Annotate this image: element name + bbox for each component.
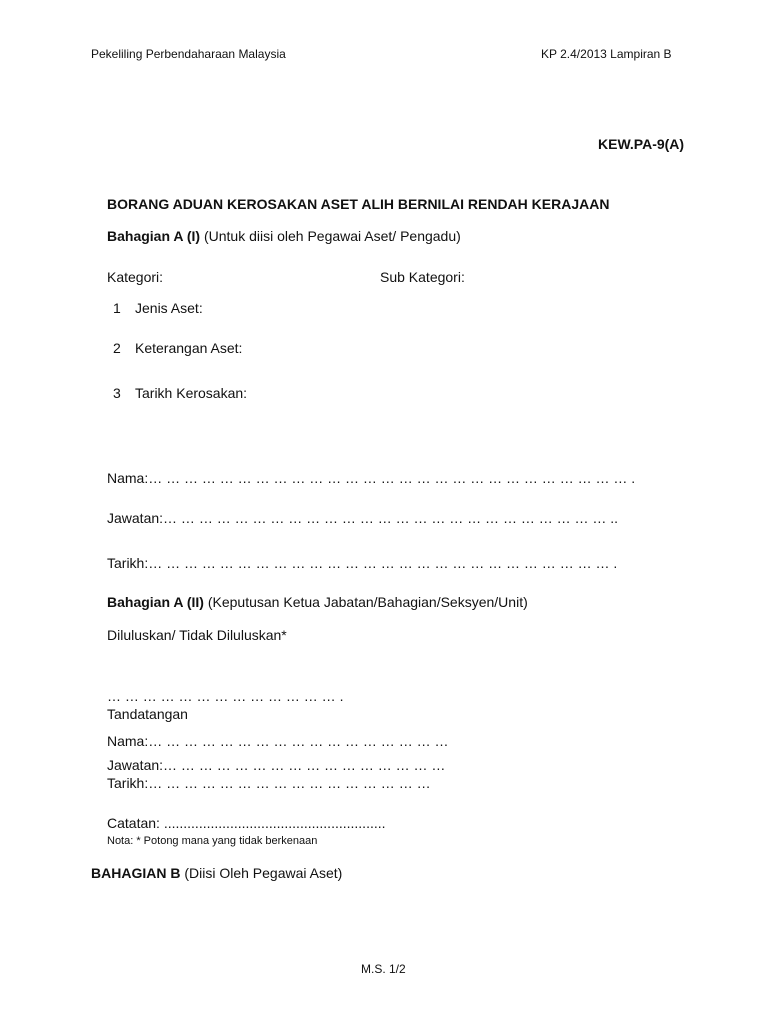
item-number: 3 <box>113 385 121 401</box>
section-a2-desc: (Keputusan Ketua Jabatan/Bahagian/Seksyen/Unit) <box>203 594 528 610</box>
a1-nama-field: Nama:… … … … … … … … … … … … … … … … … … … … … … … … … … … . <box>107 470 636 486</box>
a1-tarikh-field: Tarikh:… … … … … … … … … … … … … … … … … … … … … … … … … … . <box>107 555 618 571</box>
a1-jawatan-field: Jawatan:… … … … … … … … … … … … … … … … … … … … … … … … … .. <box>107 510 619 526</box>
section-b-heading <box>91 865 342 881</box>
section-a1-desc: (Untuk diisi oleh Pegawai Aset/ Pengadu) <box>200 228 461 244</box>
sub-kategori-label: Sub Kategori: <box>380 269 465 285</box>
item-number: 2 <box>113 340 121 356</box>
form-code: KEW.PA-9(A) <box>598 136 685 152</box>
nota-text: Nota: * Potong mana yang tidak berkenaan <box>107 835 318 847</box>
signature-line: … … … … … … … … … … … … … . <box>107 688 344 704</box>
item-number: 1 <box>113 300 121 316</box>
tarikh-kerosakan-label: Tarikh Kerosakan: <box>135 385 248 401</box>
a2-jawatan-field: Jawatan:… … … … … … … … … … … … … … … … <box>107 757 446 773</box>
section-a1-label: Bahagian A (I) <box>107 228 201 244</box>
keterangan-aset-label: Keterangan Aset: <box>135 340 243 356</box>
jenis-aset-label: Jenis Aset: <box>135 300 203 316</box>
section-a2-heading <box>107 594 528 610</box>
form-title: BORANG ADUAN KEROSAKAN ASET ALIH BERNILAI RENDAH KERAJAAN <box>107 196 610 212</box>
section-b-label: BAHAGIAN B <box>91 865 181 881</box>
section-a2-label: Bahagian A (II) <box>107 594 204 610</box>
signature-label: Tandatangan <box>107 706 188 722</box>
header-left: Pekeliling Perbendaharaan Malaysia <box>91 47 286 61</box>
a2-nama-field: Nama:… … … … … … … … … … … … … … … … … <box>107 733 449 749</box>
header-right: KP 2.4/2013 Lampiran B <box>541 47 672 61</box>
a2-tarikh-field: Tarikh:… … … … … … … … … … … … … … … … <box>107 775 431 791</box>
kategori-label: Kategori: <box>107 269 164 285</box>
page-number: M.S. 1/2 <box>361 962 406 976</box>
section-a1-heading <box>107 228 461 244</box>
decision-text: Diluluskan/ Tidak Diluluskan* <box>107 627 287 643</box>
catatan-field: Catatan: ......................................................... <box>107 815 386 831</box>
section-b-desc: (Diisi Oleh Pegawai Aset) <box>180 865 343 881</box>
